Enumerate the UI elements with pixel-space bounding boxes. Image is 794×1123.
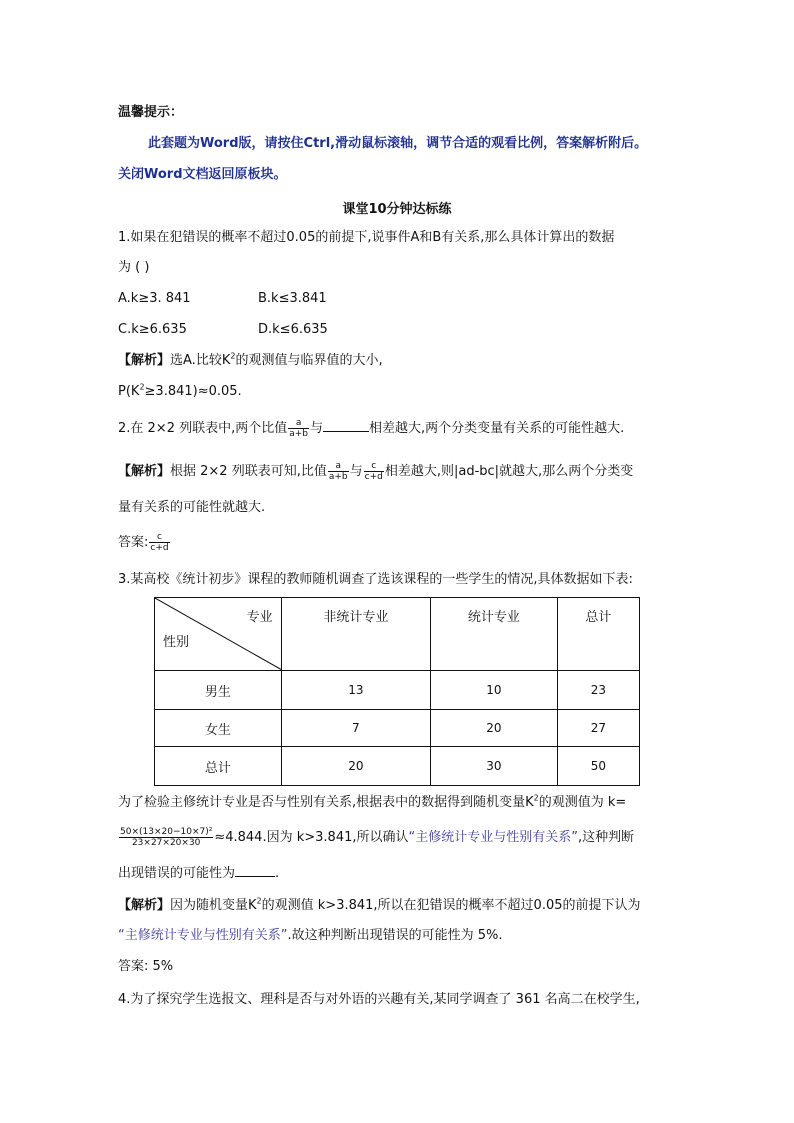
table-corner-cell — [155, 598, 282, 671]
q3-paragraph-text-2: 的观测值为 k= — [538, 795, 627, 810]
superscript: 2 — [533, 793, 539, 803]
q1-option-b: B.k≤3.841 — [258, 291, 327, 306]
q3-answer: 答案: 5% — [118, 959, 174, 974]
q4-stem: 4.为了探究学生选报文、理科是否与对外语的兴趣有关,某同学调查了 361 名高二在校学生, — [118, 992, 640, 1007]
q1-prob-text: P(K — [118, 384, 140, 399]
table-cell: 20 — [281, 747, 430, 786]
superscript: 2 — [230, 351, 236, 361]
row-label: 男生 — [155, 671, 282, 710]
contingency-table — [154, 597, 640, 786]
q2-stem — [118, 418, 624, 439]
superscript: 2 — [139, 382, 145, 392]
row-label: 总计 — [155, 747, 282, 786]
formula-fraction — [119, 827, 213, 848]
q1-analysis-line1 — [118, 352, 383, 370]
table-cell: 7 — [281, 710, 430, 747]
q1-analysis-text-2: 的观测值与临界值的大小, — [235, 353, 383, 368]
q1-option-c: C.k≥6.635 — [118, 322, 187, 337]
table-header: 总计 — [557, 598, 639, 671]
quoted-conclusion: “主修统计专业与性别有关系” — [408, 830, 578, 845]
fraction-numerator: a — [288, 418, 309, 429]
q3-paragraph-line1 — [118, 794, 626, 812]
fraction-numerator: c — [149, 532, 169, 543]
q1-analysis-text: 选A.比较K — [170, 353, 231, 368]
answer-label: 答案: — [118, 535, 149, 550]
answer-blank — [235, 864, 275, 877]
q3-stem: 3.某高校《统计初步》课程的教师随机调查了选该课程的一些学生的情况,具体数据如下表: — [118, 572, 633, 587]
fraction-denominator: a+b — [289, 429, 309, 439]
corner-top-label: 专业 — [246, 610, 273, 625]
q3-paragraph-end: . — [275, 866, 280, 881]
answer-blank — [323, 419, 369, 432]
analysis-label: 【解析】 — [118, 898, 171, 913]
q3-paragraph-text-5: 出现错误的可能性为 — [118, 866, 236, 881]
q2-stem-with: 与 — [310, 421, 324, 436]
table-cell: 10 — [431, 671, 558, 710]
table-cell: 50 — [557, 747, 639, 786]
q3-paragraph-text-4: ,这种判断 — [577, 830, 635, 845]
fraction-numerator: c — [364, 461, 384, 472]
q3-paragraph-text-3: ≈4.844.因为 k>3.841,所以确认 — [214, 830, 409, 845]
q2-analysis-line2: 量有关系的可能性就越大. — [118, 500, 266, 515]
fraction-denominator: c+d — [364, 472, 383, 482]
analysis-label: 【解析】 — [118, 464, 171, 479]
q1-option-d: D.k≤6.635 — [258, 322, 328, 337]
row-label: 女生 — [155, 710, 282, 747]
q1-stem-line2: 为 ( ) — [118, 260, 150, 275]
table-header: 非统计专业 — [281, 598, 430, 671]
fraction-denominator: 23×27×20×30 — [131, 838, 201, 848]
q3-analysis-line1 — [118, 897, 641, 915]
table-cell: 30 — [431, 747, 558, 786]
q1-prob-text-2: ≥3.841)≈0.05. — [144, 384, 242, 399]
q1-stem-line1: 1.如果在犯错误的概率不超过0.05的前提下,说事件A和B有关系,那么具体计算出的数据 — [118, 230, 615, 245]
q2-stem-text: 2.在 2×2 列联表中,两个比值 — [118, 421, 288, 436]
fraction-denominator: a+b — [328, 472, 348, 482]
q3-analysis-end: .故这种判断出现错误的可能性为 5%. — [287, 928, 503, 943]
q3-analysis-text-2: 的观测值 k>3.841,所以在犯错误的概率不超过0.05的前提下认为 — [261, 898, 641, 913]
tip-line-2: 关闭Word文档返回原板块。 — [118, 167, 287, 182]
tip-line-1: 此套题为Word版，请按住Ctrl,滑动鼠标滚轴，调节合适的观看比例，答案解析附后。 — [148, 136, 648, 151]
q3-paragraph-line2 — [118, 827, 634, 848]
quoted-conclusion: “主修统计专业与性别有关系” — [118, 928, 288, 943]
table-cell: 23 — [557, 671, 639, 710]
q1-option-a: A.k≥3. 841 — [118, 291, 191, 306]
q1-analysis-line2 — [118, 383, 242, 401]
q2-analysis-line1 — [118, 461, 633, 482]
fraction — [288, 418, 309, 439]
fraction — [149, 532, 169, 553]
table-header: 统计专业 — [431, 598, 558, 671]
q2-analysis-text: 根据 2×2 列联表可知,比值 — [170, 464, 327, 479]
fraction-numerator: a — [328, 461, 349, 472]
tip-title: 温馨提示： — [118, 105, 184, 120]
corner-bottom-label: 性别 — [163, 635, 190, 650]
table-row — [155, 710, 640, 747]
fraction-numerator: 50×(13×20−10×7)² — [120, 827, 213, 837]
q2-stem-text-2: 相差越大,两个分类变量有关系的可能性越大. — [369, 421, 625, 436]
q3-analysis-line2 — [118, 927, 503, 945]
table-cell: 13 — [281, 671, 430, 710]
table-row — [155, 747, 640, 786]
q3-paragraph-line3 — [118, 864, 279, 883]
q2-answer — [118, 532, 171, 553]
fraction-denominator: c+d — [150, 543, 169, 553]
q3-analysis-text: 因为随机变量K — [170, 898, 257, 913]
table-row — [155, 671, 640, 710]
fraction — [364, 461, 384, 482]
fraction — [328, 461, 349, 482]
q2-analysis-with: 与 — [349, 464, 363, 479]
superscript: 2 — [256, 896, 262, 906]
q3-paragraph-text: 为了检验主修统计专业是否与性别有关系,根据表中的数据得到随机变量K — [118, 795, 534, 810]
table-cell: 27 — [557, 710, 639, 747]
table-cell: 20 — [431, 710, 558, 747]
section-title: 课堂10分钟达标练 — [342, 202, 452, 217]
q2-analysis-text-2: 相差越大,则|ad-bc|就越大,那么两个分类变 — [384, 464, 634, 479]
analysis-label: 【解析】 — [118, 353, 171, 368]
